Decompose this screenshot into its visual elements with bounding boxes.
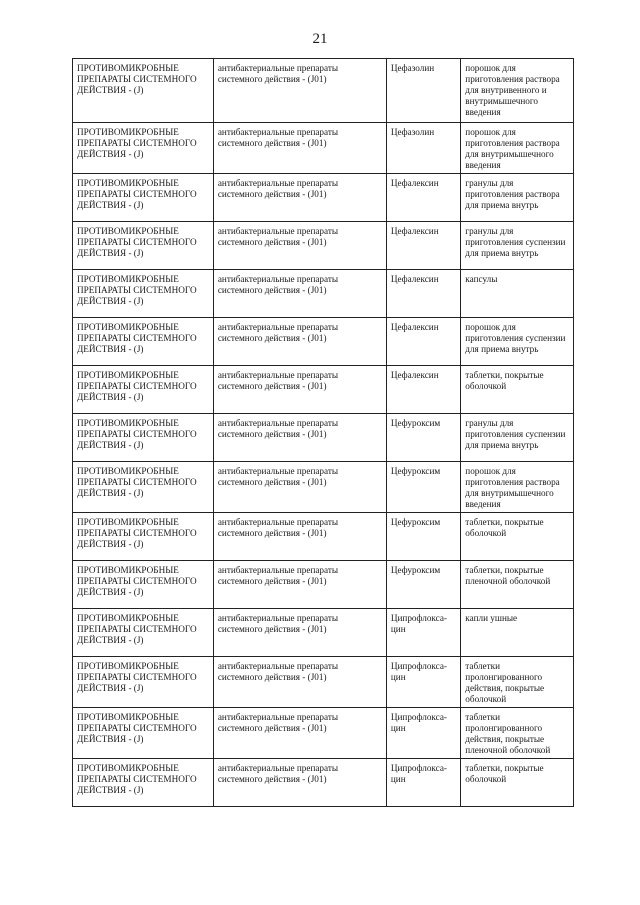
- group-cell: ПРОТИВОМИКРОБНЫЕ ПРЕПАРАТЫ СИСТЕМНОГО ДЕЙСТВИЯ - (J): [73, 318, 214, 366]
- drug-name-cell: Цефалексин: [386, 318, 460, 366]
- table-row: [73, 513, 574, 561]
- subgroup-cell: антибактериальные препараты системного действия - (J01): [213, 222, 386, 270]
- dosage-form-cell: таблетки, покрытые пленочной оболочкой: [461, 561, 574, 609]
- subgroup-cell: антибактериальные препараты системного действия - (J01): [213, 270, 386, 318]
- dosage-form-cell: гранулы для приготовления суспензии для приема внутрь: [461, 414, 574, 462]
- subgroup-cell: антибактериальные препараты системного действия - (J01): [213, 414, 386, 462]
- group-cell: ПРОТИВОМИКРОБНЫЕ ПРЕПАРАТЫ СИСТЕМНОГО ДЕЙСТВИЯ - (J): [73, 513, 214, 561]
- subgroup-cell: антибактериальные препараты системного действия - (J01): [213, 759, 386, 807]
- drug-list-table: [72, 58, 574, 807]
- dosage-form-cell: гранулы для приготовления суспензии для приема внутрь: [461, 222, 574, 270]
- drug-name-cell: Цефуроксим: [386, 561, 460, 609]
- table-row: [73, 462, 574, 513]
- subgroup-cell: антибактериальные препараты системного действия - (J01): [213, 123, 386, 174]
- table-row: [73, 609, 574, 657]
- group-cell: ПРОТИВОМИКРОБНЫЕ ПРЕПАРАТЫ СИСТЕМНОГО ДЕЙСТВИЯ - (J): [73, 59, 214, 123]
- subgroup-cell: антибактериальные препараты системного действия - (J01): [213, 561, 386, 609]
- group-cell: ПРОТИВОМИКРОБНЫЕ ПРЕПАРАТЫ СИСТЕМНОГО ДЕЙСТВИЯ - (J): [73, 657, 214, 708]
- drug-name-cell: Цефазолин: [386, 59, 460, 123]
- dosage-form-cell: порошок для приготовления суспензии для приема внутрь: [461, 318, 574, 366]
- subgroup-cell: антибактериальные препараты системного действия - (J01): [213, 59, 386, 123]
- table-row: [73, 174, 574, 222]
- group-cell: ПРОТИВОМИКРОБНЫЕ ПРЕПАРАТЫ СИСТЕМНОГО ДЕЙСТВИЯ - (J): [73, 759, 214, 807]
- group-cell: ПРОТИВОМИКРОБНЫЕ ПРЕПАРАТЫ СИСТЕМНОГО ДЕЙСТВИЯ - (J): [73, 366, 214, 414]
- drug-name-cell: Ципрофлокса-цин: [386, 708, 460, 759]
- table-row: [73, 123, 574, 174]
- dosage-form-cell: капсулы: [461, 270, 574, 318]
- table-row: [73, 366, 574, 414]
- subgroup-cell: антибактериальные препараты системного действия - (J01): [213, 657, 386, 708]
- drug-name-cell: Ципрофлокса-цин: [386, 609, 460, 657]
- dosage-form-cell: таблетки пролонгированного действия, покрытые оболочкой: [461, 657, 574, 708]
- dosage-form-cell: капли ушные: [461, 609, 574, 657]
- table-row: [73, 708, 574, 759]
- group-cell: ПРОТИВОМИКРОБНЫЕ ПРЕПАРАТЫ СИСТЕМНОГО ДЕЙСТВИЯ - (J): [73, 609, 214, 657]
- drug-name-cell: Цефалексин: [386, 366, 460, 414]
- dosage-form-cell: таблетки, покрытые оболочкой: [461, 366, 574, 414]
- group-cell: ПРОТИВОМИКРОБНЫЕ ПРЕПАРАТЫ СИСТЕМНОГО ДЕЙСТВИЯ - (J): [73, 462, 214, 513]
- group-cell: ПРОТИВОМИКРОБНЫЕ ПРЕПАРАТЫ СИСТЕМНОГО ДЕЙСТВИЯ - (J): [73, 123, 214, 174]
- group-cell: ПРОТИВОМИКРОБНЫЕ ПРЕПАРАТЫ СИСТЕМНОГО ДЕЙСТВИЯ - (J): [73, 174, 214, 222]
- dosage-form-cell: таблетки пролонгированного действия, покрытые пленочной оболочкой: [461, 708, 574, 759]
- drug-name-cell: Цефуроксим: [386, 414, 460, 462]
- table-row: [73, 414, 574, 462]
- table-row: [73, 222, 574, 270]
- subgroup-cell: антибактериальные препараты системного действия - (J01): [213, 513, 386, 561]
- drug-name-cell: Цефуроксим: [386, 513, 460, 561]
- table-row: [73, 318, 574, 366]
- dosage-form-cell: гранулы для приготовления раствора для приема внутрь: [461, 174, 574, 222]
- table-row: [73, 561, 574, 609]
- drug-name-cell: Цефуроксим: [386, 462, 460, 513]
- drug-name-cell: Ципрофлокса-цин: [386, 759, 460, 807]
- table-row: [73, 759, 574, 807]
- table-row: [73, 59, 574, 123]
- drug-name-cell: Цефалексин: [386, 174, 460, 222]
- group-cell: ПРОТИВОМИКРОБНЫЕ ПРЕПАРАТЫ СИСТЕМНОГО ДЕЙСТВИЯ - (J): [73, 561, 214, 609]
- drug-name-cell: Цефазолин: [386, 123, 460, 174]
- dosage-form-cell: порошок для приготовления раствора для внутримышечного введения: [461, 462, 574, 513]
- subgroup-cell: антибактериальные препараты системного действия - (J01): [213, 609, 386, 657]
- group-cell: ПРОТИВОМИКРОБНЫЕ ПРЕПАРАТЫ СИСТЕМНОГО ДЕЙСТВИЯ - (J): [73, 270, 214, 318]
- dosage-form-cell: порошок для приготовления раствора для внутримышечного введения: [461, 123, 574, 174]
- drug-name-cell: Цефалексин: [386, 270, 460, 318]
- subgroup-cell: антибактериальные препараты системного действия - (J01): [213, 708, 386, 759]
- group-cell: ПРОТИВОМИКРОБНЫЕ ПРЕПАРАТЫ СИСТЕМНОГО ДЕЙСТВИЯ - (J): [73, 708, 214, 759]
- group-cell: ПРОТИВОМИКРОБНЫЕ ПРЕПАРАТЫ СИСТЕМНОГО ДЕЙСТВИЯ - (J): [73, 222, 214, 270]
- subgroup-cell: антибактериальные препараты системного действия - (J01): [213, 174, 386, 222]
- subgroup-cell: антибактериальные препараты системного действия - (J01): [213, 366, 386, 414]
- subgroup-cell: антибактериальные препараты системного действия - (J01): [213, 462, 386, 513]
- dosage-form-cell: порошок для приготовления раствора для внутривенного и внутримышечного введения: [461, 59, 574, 123]
- page-number: 21: [312, 31, 328, 47]
- dosage-form-cell: таблетки, покрытые оболочкой: [461, 513, 574, 561]
- table-row: [73, 657, 574, 708]
- drug-name-cell: Ципрофлокса-цин: [386, 657, 460, 708]
- drug-name-cell: Цефалексин: [386, 222, 460, 270]
- subgroup-cell: антибактериальные препараты системного действия - (J01): [213, 318, 386, 366]
- dosage-form-cell: таблетки, покрытые оболочкой: [461, 759, 574, 807]
- table-row: [73, 270, 574, 318]
- group-cell: ПРОТИВОМИКРОБНЫЕ ПРЕПАРАТЫ СИСТЕМНОГО ДЕЙСТВИЯ - (J): [73, 414, 214, 462]
